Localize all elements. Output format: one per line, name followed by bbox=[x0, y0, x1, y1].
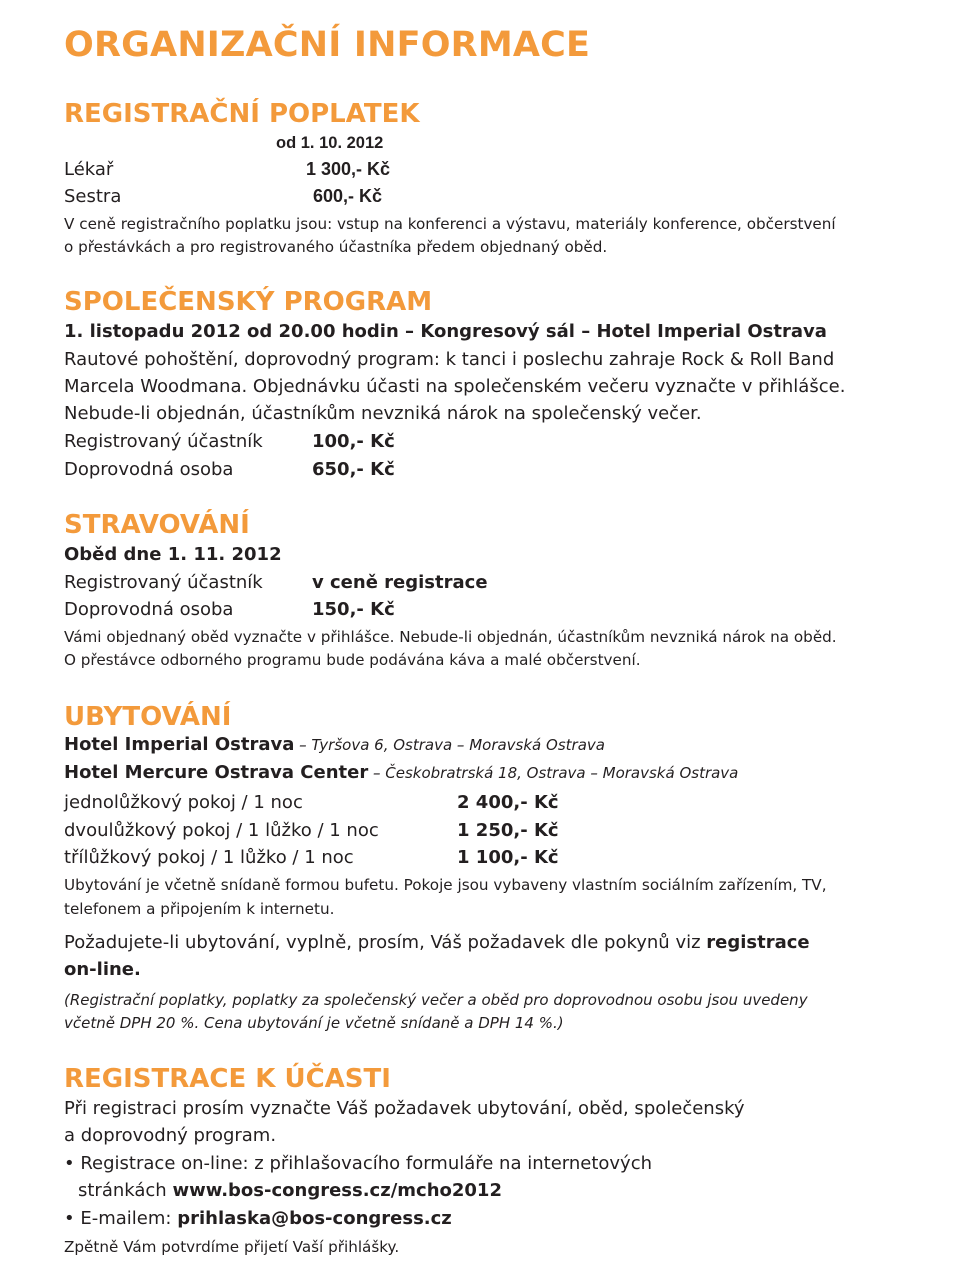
social-label-companion: Doprovodná osoba bbox=[64, 459, 234, 480]
hotel-imperial-address: – Tyršova 6, Ostrava – Moravská Ostrava bbox=[294, 736, 605, 754]
accommodation-heading: UBYTOVÁNÍ bbox=[64, 702, 232, 732]
vat-note-line2: včetně DPH 20 %. Cena ubytování je včetně snídaně a DPH 14 %.) bbox=[64, 1014, 564, 1032]
fee-note-line1: V ceně registračního poplatku jsou: vstup na konferenci a výstavu, materiály konference, občerstvení bbox=[64, 215, 836, 233]
registration-email-link[interactable]: prihlaska@bos-congress.cz bbox=[177, 1208, 452, 1229]
catering-heading: STRAVOVÁNÍ bbox=[64, 510, 250, 540]
social-price-companion: 650,- Kč bbox=[312, 459, 395, 480]
registration-bullet-email bbox=[64, 1208, 452, 1229]
registration-intro-line2: a doprovodný program. bbox=[64, 1125, 277, 1146]
room-single-price: 2 400,- Kč bbox=[457, 792, 559, 813]
accommodation-note-line1: Ubytování je včetně snídaně formou bufetu. Pokoje jsou vybaveny vlastním sociálním zařízením, TV, bbox=[64, 876, 827, 894]
social-price-participant: 100,- Kč bbox=[312, 431, 395, 452]
registration-online-line1: Registrace on-line: z přihlašovacího formuláře na internetových bbox=[80, 1153, 653, 1174]
bullet-icon: • bbox=[64, 1208, 75, 1229]
catering-note-line1: Vámi objednaný oběd vyznačte v přihlášce. Nebude-li objednán, účastníkům nevzniká nárok na oběd. bbox=[64, 628, 837, 646]
room-double-label: dvoulůžkový pokoj / 1 lůžko / 1 noc bbox=[64, 820, 379, 841]
registration-url-link[interactable]: www.bos-congress.cz/mcho2012 bbox=[172, 1180, 502, 1201]
social-desc-line1: Rautové pohoštění, doprovodný program: k tanci i poslechu zahraje Rock & Roll Band bbox=[64, 349, 835, 370]
hotel-imperial-name: Hotel Imperial Ostrava bbox=[64, 734, 295, 755]
fee-label-nurse: Sestra bbox=[64, 186, 122, 207]
hotel-mercure-name: Hotel Mercure Ostrava Center bbox=[64, 762, 369, 783]
accommodation-note-line2: telefonem a připojením k internetu. bbox=[64, 900, 335, 918]
social-event-line: 1. listopadu 2012 od 20.00 hodin – Kongresový sál – Hotel Imperial Ostrava bbox=[64, 321, 827, 342]
bullet-icon: • bbox=[64, 1153, 75, 1174]
room-triple-label: třílůžkový pokoj / 1 lůžko / 1 noc bbox=[64, 847, 354, 868]
catering-price-companion: 150,- Kč bbox=[312, 599, 395, 620]
registration-online-line2 bbox=[78, 1180, 502, 1201]
registration-bullet-online bbox=[64, 1153, 652, 1174]
catering-label-companion: Doprovodná osoba bbox=[64, 599, 234, 620]
social-desc-line3: Nebude-li objednán, účastníkům nevzniká nárok na společenský večer. bbox=[64, 403, 702, 424]
room-triple-price: 1 100,- Kč bbox=[457, 847, 559, 868]
vat-note-line1: (Registrační poplatky, poplatky za společenský večer a oběd pro doprovodnou osobu jsou uvedeny bbox=[64, 991, 808, 1009]
page-title: ORGANIZAČNÍ INFORMACE bbox=[64, 25, 591, 65]
fee-price-doctor: 1 300,- Kč bbox=[306, 159, 391, 179]
accommodation-request-line1 bbox=[64, 932, 810, 953]
request-link-registrace[interactable]: registrace bbox=[706, 932, 810, 953]
social-label-participant: Registrovaný účastník bbox=[64, 431, 263, 452]
fee-price-nurse: 600,- Kč bbox=[313, 186, 383, 206]
hotel-imperial bbox=[64, 734, 605, 755]
social-desc-line2: Marcela Woodmana. Objednávku účasti na společenském večeru vyznačte v přihlášce. bbox=[64, 376, 846, 397]
registration-intro-line1: Při registraci prosím vyznačte Váš požadavek ubytování, oběd, společenský bbox=[64, 1098, 745, 1119]
social-program-heading: SPOLEČENSKÝ PROGRAM bbox=[64, 287, 433, 317]
registration-online-prefix: stránkách bbox=[78, 1180, 173, 1201]
catering-date-line: Oběd dne 1. 11. 2012 bbox=[64, 544, 282, 565]
registration-heading: REGISTRACE K ÚČASTI bbox=[64, 1064, 391, 1094]
hotel-mercure bbox=[64, 762, 738, 783]
fee-label-doctor: Lékař bbox=[64, 159, 114, 180]
registration-confirm: Zpětně Vám potvrdíme přijetí Vaší přihlášky. bbox=[64, 1238, 400, 1256]
fee-date-label: od 1. 10. 2012 bbox=[276, 134, 384, 152]
room-single-label: jednolůžkový pokoj / 1 noc bbox=[64, 792, 303, 813]
catering-label-participant: Registrovaný účastník bbox=[64, 572, 263, 593]
request-text: Požadujete-li ubytování, vyplně, prosím, Váš požadavek dle pokynů viz bbox=[64, 932, 707, 953]
fee-note-line2: o přestávkách a pro registrovaného účastníka předem objednaný oběd. bbox=[64, 238, 608, 256]
hotel-mercure-address: – Českobratrská 18, Ostrava – Moravská Ostrava bbox=[368, 764, 739, 782]
room-double-price: 1 250,- Kč bbox=[457, 820, 559, 841]
catering-note-line2: O přestávce odborného programu bude podávána káva a malé občerstvení. bbox=[64, 651, 641, 669]
registration-fee-heading: REGISTRAČNÍ POPLATEK bbox=[64, 99, 420, 129]
catering-price-participant: v ceně registrace bbox=[312, 572, 488, 593]
registration-email-label: E-mailem: bbox=[80, 1208, 178, 1229]
accommodation-request-line2[interactable]: on-line. bbox=[64, 959, 141, 980]
